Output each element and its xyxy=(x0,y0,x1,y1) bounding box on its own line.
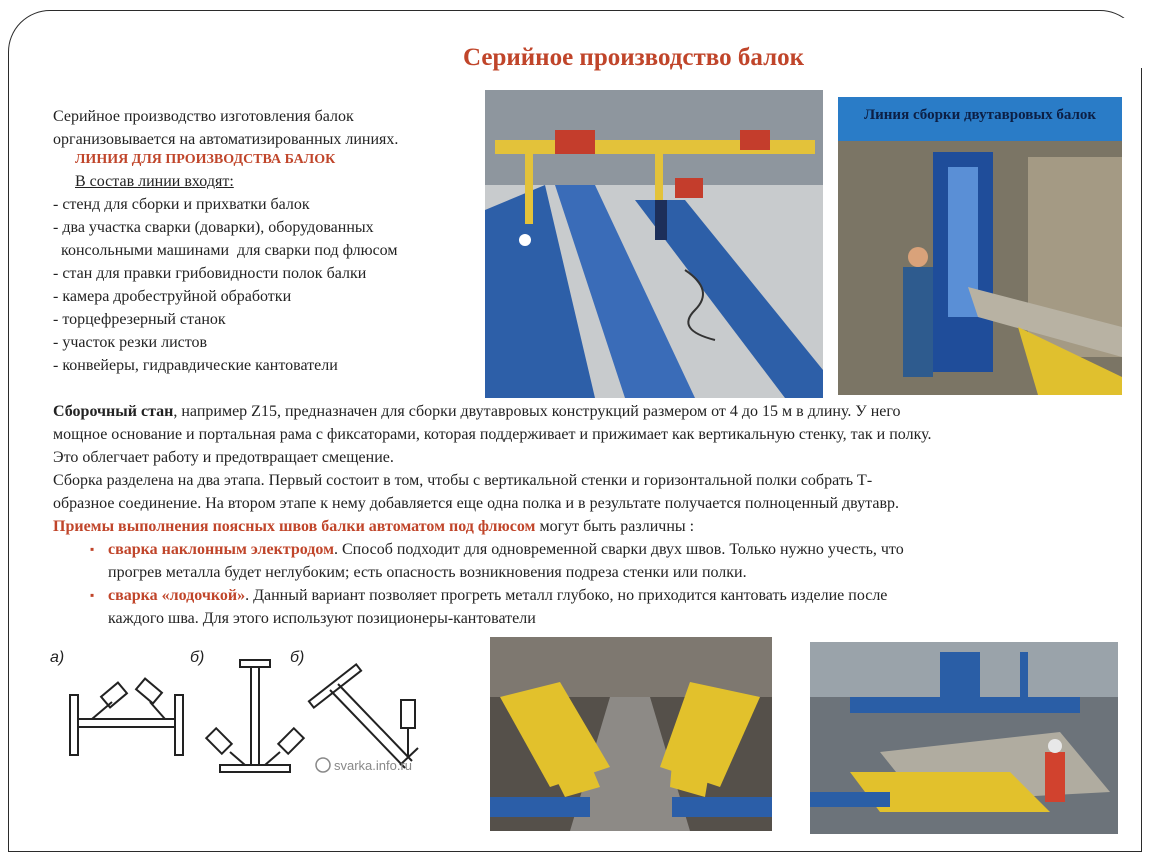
photo-caption: Линия сборки двутавровых балок xyxy=(863,107,1097,123)
bullet-1-line-2: прогрев металла будет неглубоким; есть опасность возникновения подреза стенки или полки. xyxy=(108,564,747,581)
list-item: - камера дробеструйной обработки xyxy=(53,288,292,305)
bullet-2-line-2: каждого шва. Для этого используют позиционеры-кантователи xyxy=(108,610,536,627)
label-b2: б) xyxy=(290,649,305,666)
intro-line-2: организовывается на автоматизированных линиях. xyxy=(53,131,399,148)
bullet-1-text: . Способ подходит для одновременной сварки двух швов. Только нужно учесть, что xyxy=(333,541,904,558)
bullet-2-line-1 xyxy=(108,584,887,607)
bullet-1-line-1 xyxy=(108,538,904,561)
paragraph-3 xyxy=(53,515,694,538)
list-item: - стан для правки грибовидности полок балки xyxy=(53,265,367,282)
paragraph-1-line-2: мощное основание и портальная рама с фиксаторами, которая поддерживает и прижимает как вертикальную стенку, так и полку. xyxy=(53,426,932,443)
welding-station-photo xyxy=(810,642,1118,834)
frame-corner xyxy=(1104,18,1144,68)
paragraph-2-line-2: образное соединение. На втором этапе к нему добавляется еще одна полка и в результате получается полноценный двутавр. xyxy=(53,495,900,512)
techniques-text: могут быть различны : xyxy=(535,518,695,535)
production-line-photo xyxy=(485,90,823,398)
beam-assembly-photo xyxy=(838,97,1122,395)
label-a: а) xyxy=(50,649,65,666)
paragraph-1-text: , например Z15, предназначен для сборки двутавровых конструкций размером от 4 до 15 м в длину. У него xyxy=(173,403,901,420)
list-item: консольными машинами для сварки под флюсом xyxy=(53,242,398,259)
paragraph-1-line-3: Это облегчает работу и предотвращает смещение. xyxy=(53,449,394,466)
line-heading: ЛИНИЯ ДЛЯ ПРОИЗВОДСТВА БАЛОК xyxy=(75,152,336,167)
list-item: - торцефрезерный станок xyxy=(53,311,226,328)
bullet-icon: ▪ xyxy=(90,542,95,556)
paragraph-2-line-1: Сборка разделена на два этапа. Первый состоит в том, чтобы с вертикальной стенки и горизонтальной полки собрать Т- xyxy=(53,472,873,489)
boat-welding-term: сварка «лодочкой» xyxy=(108,587,246,604)
line-subheading: В состав линии входят: xyxy=(75,173,234,190)
watermark: svarka.info.ru xyxy=(334,758,413,773)
label-b1: б) xyxy=(190,649,205,666)
assembly-mill-term: Сборочный стан xyxy=(53,403,174,420)
paragraph-1-line-1 xyxy=(53,400,901,423)
bullet-icon: ▪ xyxy=(90,588,95,602)
techniques-heading: Приемы выполнения поясных швов балки автоматом под флюсом xyxy=(53,518,536,535)
positioners-photo xyxy=(490,637,772,831)
list-item: - два участка сварки (доварки), оборудованных xyxy=(53,219,374,236)
list-item: - конвейеры, гидравдические кантователи xyxy=(53,357,338,374)
welding-positions-diagram xyxy=(40,640,440,785)
list-item: - участок резки листов xyxy=(53,334,208,351)
watermark-icon xyxy=(316,758,330,772)
list-item: - стенд для сборки и прихватки балок xyxy=(53,196,310,213)
page-title: Серийное производство балок xyxy=(463,44,805,71)
inclined-electrode-term: сварка наклонным электродом xyxy=(108,541,334,558)
intro-line-1: Серийное производство изготовления балок xyxy=(53,108,354,125)
bullet-2-text: . Данный вариант позволяет прогреть металл глубоко, но приходится кантовать изделие после xyxy=(245,587,888,604)
